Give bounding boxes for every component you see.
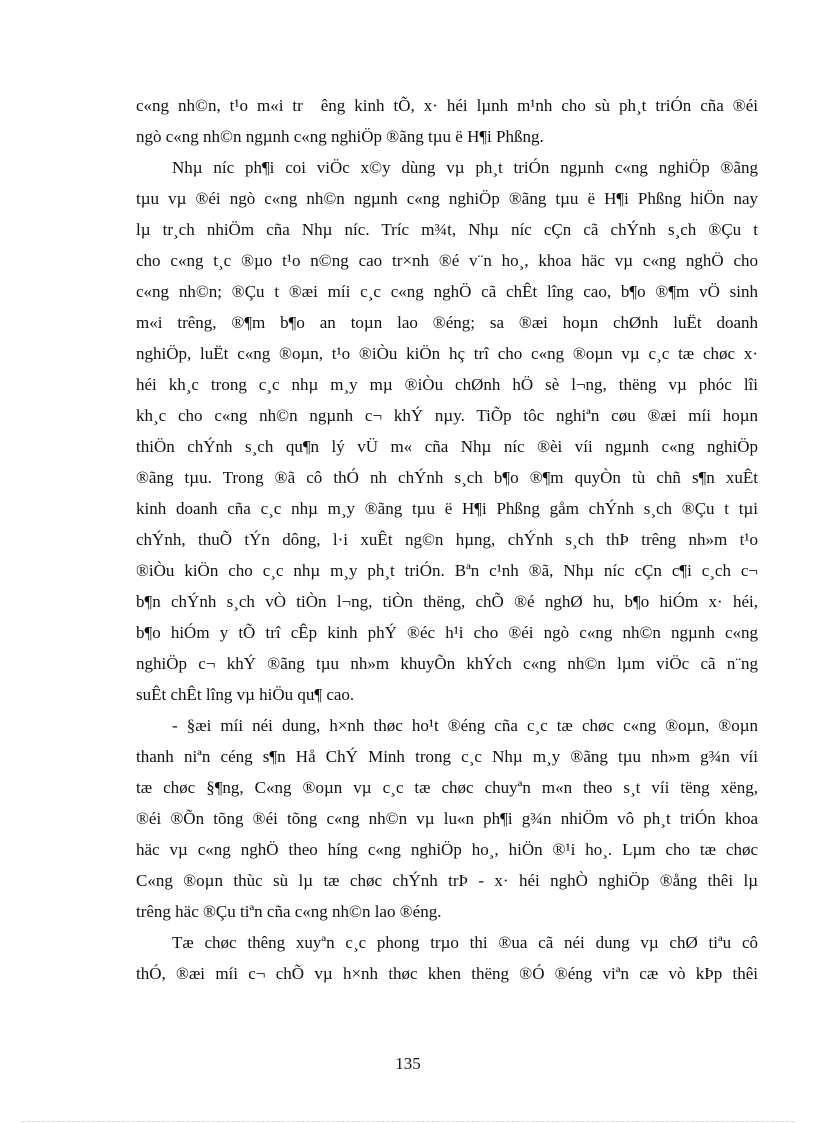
text-line: trêng häc ®Çu tiªn cña c«ng nh©n lao ®éng. [136, 902, 442, 921]
paragraph-2 [136, 152, 758, 710]
text-line: kh¸c cho c«ng nh©n ngµnh c¬ khÝ nµy. TiÕp tôc nghiªn cøu ®æi míi hoµn [136, 406, 758, 425]
text-line: nghiÖp c¬ khÝ ®ãng tµu nh»m khuyÕn khÝch c«ng nh©n lµm viÖc cã n¨ng [136, 654, 758, 673]
text-line: thiÖn chÝnh s¸ch qu¶n lý vÜ m« cña Nhµ níc ®èi víi ngµnh c«ng nghiÖp [136, 437, 758, 456]
text-line: thÓ, ®æi míi c¬ chÕ vµ h×nh thøc khen thëng ®Ó ®éng viªn cæ vò kÞp thêi [136, 964, 758, 983]
text-line: tæ chøc §¶ng, C«ng ®oµn vµ c¸c tæ chøc chuyªn m«n theo s¸t víi tëng xëng, [136, 778, 758, 797]
text-line: kinh doanh cña c¸c nhµ m¸y ®ãng tµu ë H¶i Phßng gåm chÝnh s¸ch ®Çu t tµi [136, 499, 758, 518]
text-line: tµu vµ ®éi ngò c«ng nh©n ngµnh c«ng nghiÖp ®ãng tµu ë H¶i Phßng hiÖn nay [136, 189, 758, 208]
text-line: c«ng nh©n; ®Çu t ®æi míi c¸c c«ng nghÖ cã chÊt lîng cao, b¶o ®¶m vÖ sinh [136, 282, 758, 301]
page-bottom-divider [22, 1121, 794, 1122]
text-line: ngò c«ng nh©n ngµnh c«ng nghiÖp ®ãng tµu ë H¶i Phßng. [136, 127, 544, 146]
text-line: thanh niªn céng s¶n Hå ChÝ Minh trong c¸c Nhµ m¸y ®ãng tµu nh»m g¾n víi [136, 747, 758, 766]
body-text [136, 90, 758, 989]
text-line: lµ tr¸ch nhiÖm cña Nhµ níc. Tríc m¾t, Nhµ níc cÇn cã chÝnh s¸ch ®Çu t [136, 220, 758, 239]
text-line: c«ng nh©n, t¹o m«i tr êng kinh tÕ, x· héi lµnh m¹nh cho sù ph¸t triÓn cña ®éi [136, 96, 758, 115]
text-line: C«ng ®oµn thùc sù lµ tæ chøc chÝnh trÞ - x· héi nghÒ nghiÖp ®ång thêi lµ [136, 871, 758, 890]
text-line: cho c«ng t¸c ®µo t¹o n©ng cao tr×nh ®é v¨n ho¸, khoa häc vµ c«ng nghÖ cho [136, 251, 758, 270]
text-line: ®éi ®Õn tõng ®éi tõng c«ng nh©n vµ lu«n ph¶i g¾n nhiÖm vô ph¸t triÓn khoa [136, 809, 758, 828]
text-line: chÝnh, thuÕ tÝn dông, l·i xuÊt ng©n hµng, chÝnh s¸ch thÞ trêng nh»m t¹o [136, 530, 758, 549]
text-line: ®iÒu kiÖn cho c¸c nhµ m¸y ph¸t triÓn. Bªn c¹nh ®ã, Nhµ níc cÇn c¶i c¸ch c¬ [136, 561, 758, 580]
paragraph-1 [136, 90, 758, 152]
text-line: - §æi míi néi dung, h×nh thøc ho¹t ®éng cña c¸c tæ chøc c«ng ®oµn, ®oµn [172, 716, 758, 735]
text-line: Nhµ níc ph¶i coi viÖc x©y dùng vµ ph¸t triÓn ngµnh c«ng nghiÖp ®ãng [172, 158, 758, 177]
text-line: b¶o hiÓm y tÕ trî cÊp kinh phÝ ®éc h¹i cho ®éi ngò c«ng nh©n ngµnh c«ng [136, 623, 758, 642]
text-line: héi kh¸c trong c¸c nhµ m¸y mµ ®iÒu chØnh hÖ sè l¬ng, thëng vµ phóc lîi [136, 375, 758, 394]
page-number: 135 [395, 1054, 421, 1073]
text-line: ®ãng tµu. Trong ®ã cô thÓ nh chÝnh s¸ch b¶o ®¶m quyÒn tù chñ s¶n xuÊt [136, 468, 758, 487]
paragraph-4 [136, 927, 758, 989]
paragraph-3 [136, 710, 758, 927]
text-line: nghiÖp, luËt c«ng ®oµn, t¹o ®iÒu kiÖn hç trî cho c«ng ®oµn vµ c¸c tæ chøc x· [136, 344, 758, 363]
text-line: b¶n chÝnh s¸ch vÒ tiÒn l¬ng, tiÒn thëng, chÕ ®é nghØ hu, b¶o hiÓm x· héi, [136, 592, 758, 611]
text-line: suÊt chÊt lîng vµ hiÖu qu¶ cao. [136, 685, 355, 704]
text-line: Tæ chøc thêng xuyªn c¸c phong trµo thi ®ua cã néi dung vµ chØ tiªu cô [172, 933, 758, 952]
text-line: häc vµ c«ng nghÖ theo híng c«ng nghiÖp ho¸, hiÖn ®¹i ho¸. Lµm cho tæ chøc [136, 840, 758, 859]
text-line: m«i trêng, ®¶m b¶o an toµn lao ®éng; sa ®æi hoµn chØnh luËt doanh [136, 313, 758, 332]
